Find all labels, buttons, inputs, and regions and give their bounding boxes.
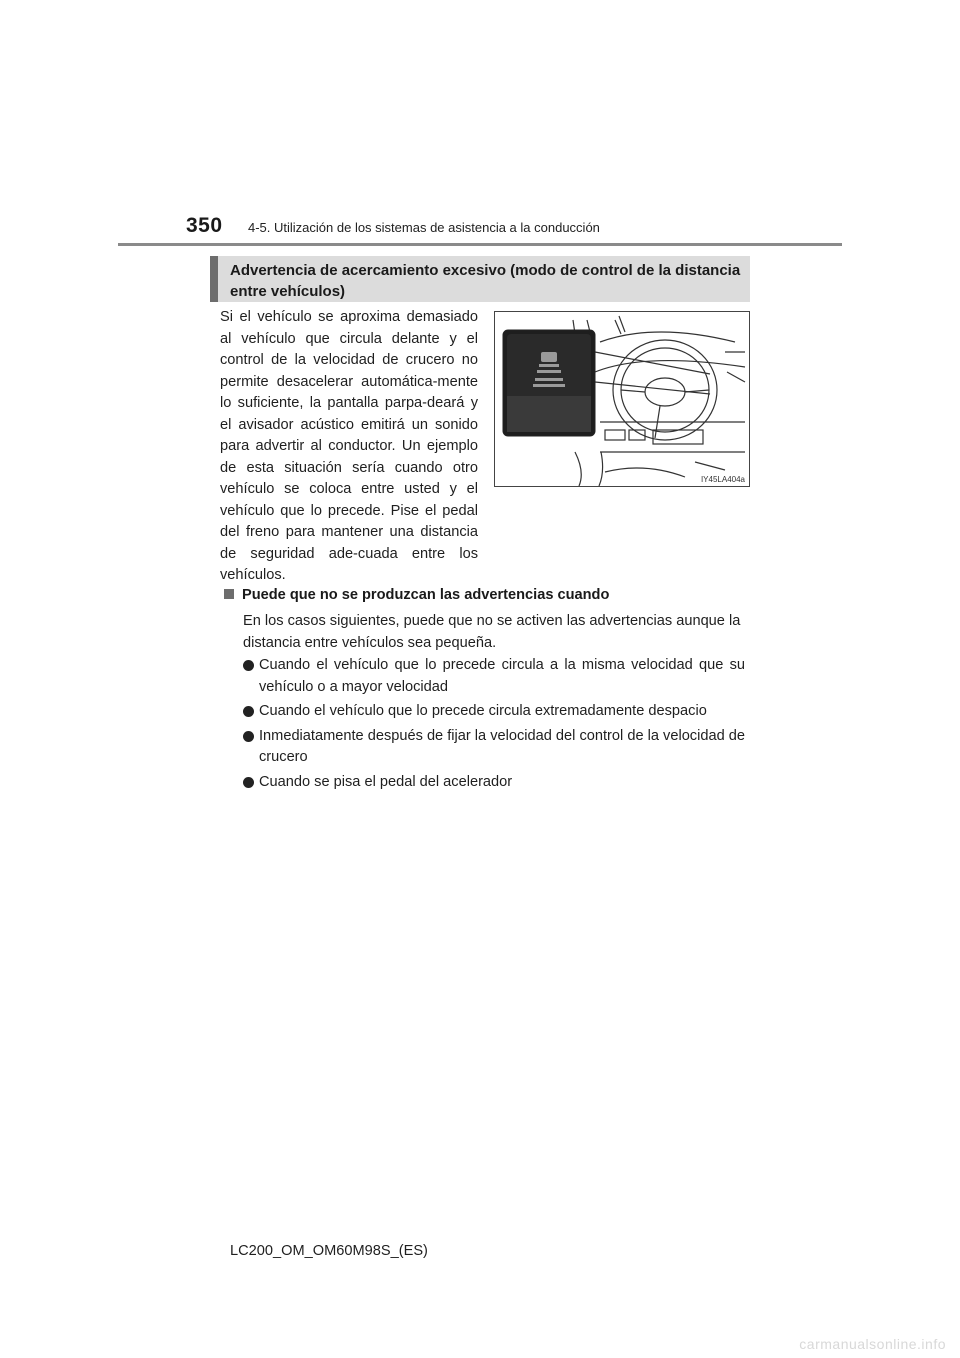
list-item-text: Cuando el vehículo que lo precede circula a la misma velocidad que su vehículo o a mayor velocidad — [259, 657, 745, 695]
dashboard-drawing — [495, 312, 749, 486]
list-item — [243, 701, 745, 723]
bullet-icon — [243, 731, 254, 742]
body-paragraph: Si el vehículo se aproxima demasiado al vehículo que circula delante y el control de la velocidad de crucero no permite desacelerar automática-mente lo suficiente, la pantalla parpa-deará y el avisador acústico emitirá un sonido para advertir al conductor. Un ejemplo de esta situación sería cuando otro vehículo se coloca entre usted y el vehículo que lo precede. Pise el pedal del freno para mantener una distancia de seguridad ade-cuada entre los vehículos. — [220, 309, 478, 583]
section-title-box — [210, 256, 750, 302]
conditions-list — [243, 655, 745, 796]
list-item — [243, 772, 745, 794]
list-item — [243, 655, 745, 698]
subheading-text: Puede que no se produzcan las advertencias cuando — [242, 587, 610, 603]
list-item-text: Cuando el vehículo que lo precede circula extremadamente despacio — [259, 703, 707, 719]
bullet-icon — [243, 706, 254, 717]
running-header: 4-5. Utilización de los sistemas de asistencia a la conducción — [248, 220, 600, 235]
dashboard-illustration — [494, 311, 750, 487]
footer-doc-code: LC200_OM_OM60M98S_(ES) — [230, 1243, 428, 1259]
section-title: Advertencia de acercamiento excesivo (modo de control de la distancia entre vehículos) — [230, 262, 741, 300]
watermark: carmanualsonline.info — [799, 1336, 946, 1352]
square-bullet-icon — [224, 589, 234, 599]
figure-code: IY45LA404a — [700, 475, 745, 484]
list-item — [243, 726, 745, 769]
page-number: 350 — [186, 214, 223, 237]
subheading — [224, 587, 754, 603]
bullet-icon — [243, 660, 254, 671]
list-item-text: Inmediatamente después de fijar la velocidad del control de la velocidad de crucero — [259, 727, 745, 765]
header-divider — [118, 243, 842, 246]
bullet-icon — [243, 777, 254, 788]
list-item-text: Cuando se pisa el pedal del acelerador — [259, 773, 513, 790]
intro-paragraph: En los casos siguientes, puede que no se activen las advertencias aunque la distancia entre vehículos sea pequeña. — [243, 613, 741, 651]
